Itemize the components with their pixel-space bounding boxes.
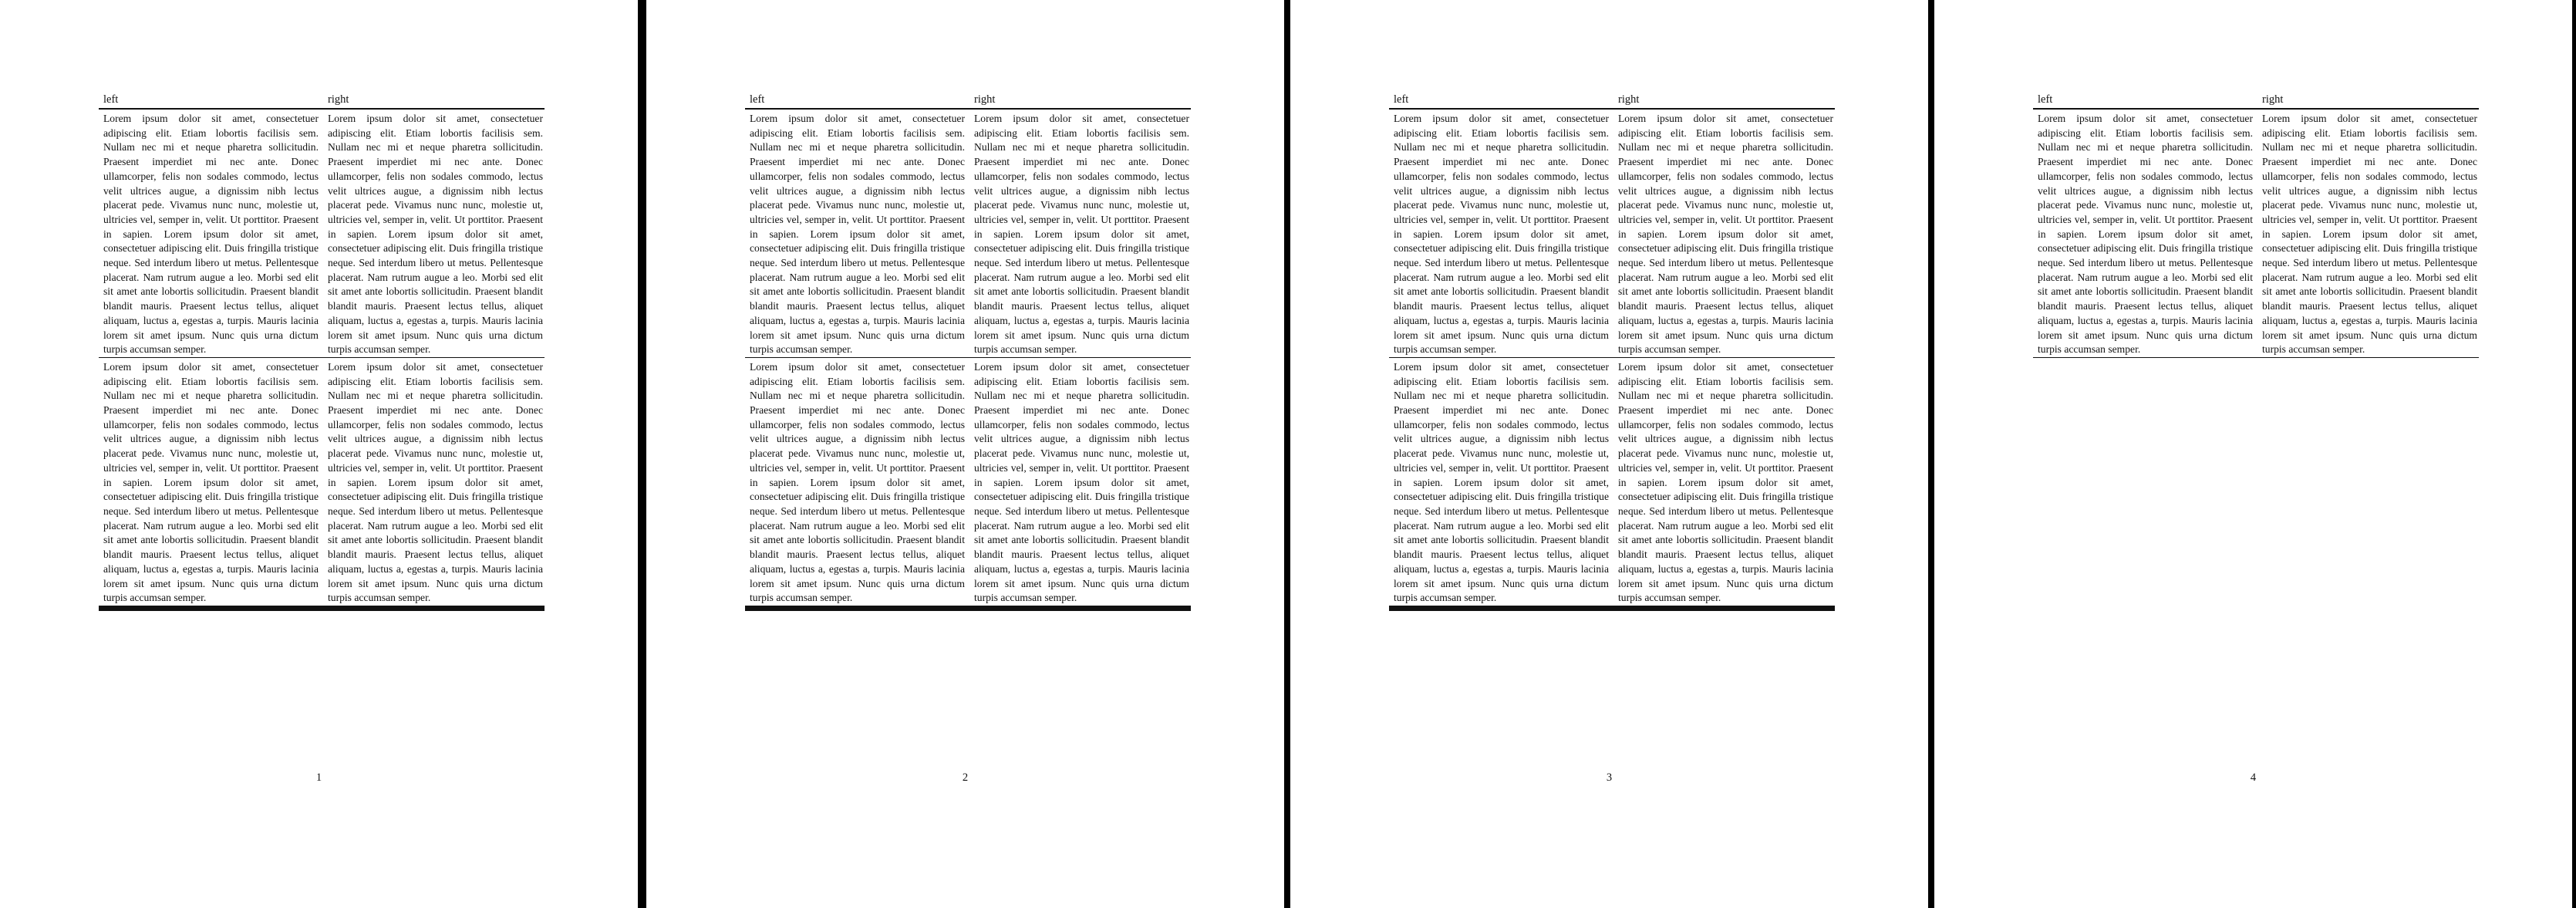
table-row bbox=[1389, 110, 1835, 357]
page-4 bbox=[1934, 0, 2572, 908]
header-right: right bbox=[1618, 93, 1640, 106]
page-number: 1 bbox=[315, 771, 322, 784]
header-right: right bbox=[328, 93, 349, 106]
table-cell-left: Lorem ipsum dolor sit amet, consectetuer adipiscing elit. Etiam lobortis facilisis sem. Nullam nec mi et neque pharetra sollicitudin. Praesent imperdiet mi nec ante. Donec ullamcorper, felis non sodales commodo, lectus velit ultrices augue, a dignissim nibh lectus placerat pede. Vivamus nunc nunc, molestie ut, ultricies vel, semper in, velit. Ut porttitor. Praesent in sapien. Lorem ipsum dolor sit amet, consectetuer adipiscing elit. Duis fringilla tristique neque. Sed interdum libero ut metus. Pellentesque placerat. Nam rutrum augue a leo. Morbi sed elit sit amet ante lobortis sollicitudin. Praesent blandit blandit mauris. Praesent lectus tellus, aliquet aliquam, luctus a, egestas a, turpis. Mauris lacinia lorem sit amet ipsum. Nunc quis urna dictum turpis accumsan semper. bbox=[750, 113, 965, 356]
page-number: 4 bbox=[2250, 771, 2257, 784]
page-number: 2 bbox=[962, 771, 969, 784]
table-cell-right: Lorem ipsum dolor sit amet, consectetuer adipiscing elit. Etiam lobortis facilisis sem. Nullam nec mi et neque pharetra sollicitudin. Praesent imperdiet mi nec ante. Donec ullamcorper, felis non sodales commodo, lectus velit ultrices augue, a dignissim nibh lectus placerat pede. Vivamus nunc nunc, molestie ut, ultricies vel, semper in, velit. Ut porttitor. Praesent in sapien. Lorem ipsum dolor sit amet, consectetuer adipiscing elit. Duis fringilla tristique neque. Sed interdum libero ut metus. Pellentesque placerat. Nam rutrum augue a leo. Morbi sed elit sit amet ante lobortis sollicitudin. Praesent blandit blandit mauris. Praesent lectus tellus, aliquet aliquam, luctus a, egestas a, turpis. Mauris lacinia lorem sit amet ipsum. Nunc quis urna dictum turpis accumsan semper. bbox=[328, 360, 543, 604]
table-cell-left: Lorem ipsum dolor sit amet, consectetuer adipiscing elit. Etiam lobortis facilisis sem. Nullam nec mi et neque pharetra sollicitudin. Praesent imperdiet mi nec ante. Donec ullamcorper, felis non sodales commodo, lectus velit ultrices augue, a dignissim nibh lectus placerat pede. Vivamus nunc nunc, molestie ut, ultricies vel, semper in, velit. Ut porttitor. Praesent in sapien. Lorem ipsum dolor sit amet, consectetuer adipiscing elit. Duis fringilla tristique neque. Sed interdum libero ut metus. Pellentesque placerat. Nam rutrum augue a leo. Morbi sed elit sit amet ante lobortis sollicitudin. Praesent blandit blandit mauris. Praesent lectus tellus, aliquet aliquam, luctus a, egestas a, turpis. Mauris lacinia lorem sit amet ipsum. Nunc quis urna dictum turpis accumsan semper. bbox=[750, 360, 965, 604]
table-cell-right: Lorem ipsum dolor sit amet, consectetuer adipiscing elit. Etiam lobortis facilisis sem. Nullam nec mi et neque pharetra sollicitudin. Praesent imperdiet mi nec ante. Donec ullamcorper, felis non sodales commodo, lectus velit ultrices augue, a dignissim nibh lectus placerat pede. Vivamus nunc nunc, molestie ut, ultricies vel, semper in, velit. Ut porttitor. Praesent in sapien. Lorem ipsum dolor sit amet, consectetuer adipiscing elit. Duis fringilla tristique neque. Sed interdum libero ut metus. Pellentesque placerat. Nam rutrum augue a leo. Morbi sed elit sit amet ante lobortis sollicitudin. Praesent blandit blandit mauris. Praesent lectus tellus, aliquet aliquam, luctus a, egestas a, turpis. Mauris lacinia lorem sit amet ipsum. Nunc quis urna dictum turpis accumsan semper. bbox=[2262, 113, 2477, 356]
table-row bbox=[745, 110, 1191, 357]
table-row bbox=[745, 357, 1191, 606]
table-cell-left: Lorem ipsum dolor sit amet, consectetuer adipiscing elit. Etiam lobortis facilisis sem. Nullam nec mi et neque pharetra sollicitudin. Praesent imperdiet mi nec ante. Donec ullamcorper, felis non sodales commodo, lectus velit ultrices augue, a dignissim nibh lectus placerat pede. Vivamus nunc nunc, molestie ut, ultricies vel, semper in, velit. Ut porttitor. Praesent in sapien. Lorem ipsum dolor sit amet, consectetuer adipiscing elit. Duis fringilla tristique neque. Sed interdum libero ut metus. Pellentesque placerat. Nam rutrum augue a leo. Morbi sed elit sit amet ante lobortis sollicitudin. Praesent blandit blandit mauris. Praesent lectus tellus, aliquet aliquam, luctus a, egestas a, turpis. Mauris lacinia lorem sit amet ipsum. Nunc quis urna dictum turpis accumsan semper. bbox=[2038, 113, 2253, 356]
table bbox=[745, 92, 1191, 611]
header-left: left bbox=[750, 93, 765, 106]
table-row bbox=[1389, 357, 1835, 606]
header-left: left bbox=[1394, 93, 1409, 106]
page-2 bbox=[646, 0, 1284, 908]
table bbox=[2033, 92, 2479, 358]
page-1 bbox=[0, 0, 638, 908]
table-row bbox=[99, 110, 545, 357]
table-header bbox=[1389, 92, 1835, 110]
table bbox=[1389, 92, 1835, 611]
table-bottom-rule bbox=[1389, 606, 1835, 611]
table-cell-left: Lorem ipsum dolor sit amet, consectetuer adipiscing elit. Etiam lobortis facilisis sem. Nullam nec mi et neque pharetra sollicitudin. Praesent imperdiet mi nec ante. Donec ullamcorper, felis non sodales commodo, lectus velit ultrices augue, a dignissim nibh lectus placerat pede. Vivamus nunc nunc, molestie ut, ultricies vel, semper in, velit. Ut porttitor. Praesent in sapien. Lorem ipsum dolor sit amet, consectetuer adipiscing elit. Duis fringilla tristique neque. Sed interdum libero ut metus. Pellentesque placerat. Nam rutrum augue a leo. Morbi sed elit sit amet ante lobortis sollicitudin. Praesent blandit blandit mauris. Praesent lectus tellus, aliquet aliquam, luctus a, egestas a, turpis. Mauris lacinia lorem sit amet ipsum. Nunc quis urna dictum turpis accumsan semper. bbox=[1394, 360, 1609, 604]
table-row bbox=[2033, 110, 2479, 357]
header-left: left bbox=[103, 93, 119, 106]
header-right: right bbox=[974, 93, 996, 106]
table-cell-right: Lorem ipsum dolor sit amet, consectetuer adipiscing elit. Etiam lobortis facilisis sem. Nullam nec mi et neque pharetra sollicitudin. Praesent imperdiet mi nec ante. Donec ullamcorper, felis non sodales commodo, lectus velit ultrices augue, a dignissim nibh lectus placerat pede. Vivamus nunc nunc, molestie ut, ultricies vel, semper in, velit. Ut porttitor. Praesent in sapien. Lorem ipsum dolor sit amet, consectetuer adipiscing elit. Duis fringilla tristique neque. Sed interdum libero ut metus. Pellentesque placerat. Nam rutrum augue a leo. Morbi sed elit sit amet ante lobortis sollicitudin. Praesent blandit blandit mauris. Praesent lectus tellus, aliquet aliquam, luctus a, egestas a, turpis. Mauris lacinia lorem sit amet ipsum. Nunc quis urna dictum turpis accumsan semper. bbox=[974, 360, 1189, 604]
table-cell-left: Lorem ipsum dolor sit amet, consectetuer adipiscing elit. Etiam lobortis facilisis sem. Nullam nec mi et neque pharetra sollicitudin. Praesent imperdiet mi nec ante. Donec ullamcorper, felis non sodales commodo, lectus velit ultrices augue, a dignissim nibh lectus placerat pede. Vivamus nunc nunc, molestie ut, ultricies vel, semper in, velit. Ut porttitor. Praesent in sapien. Lorem ipsum dolor sit amet, consectetuer adipiscing elit. Duis fringilla tristique neque. Sed interdum libero ut metus. Pellentesque placerat. Nam rutrum augue a leo. Morbi sed elit sit amet ante lobortis sollicitudin. Praesent blandit blandit mauris. Praesent lectus tellus, aliquet aliquam, luctus a, egestas a, turpis. Mauris lacinia lorem sit amet ipsum. Nunc quis urna dictum turpis accumsan semper. bbox=[103, 360, 319, 604]
table bbox=[99, 92, 545, 611]
header-right: right bbox=[2262, 93, 2284, 106]
table-cell-left: Lorem ipsum dolor sit amet, consectetuer adipiscing elit. Etiam lobortis facilisis sem. Nullam nec mi et neque pharetra sollicitudin. Praesent imperdiet mi nec ante. Donec ullamcorper, felis non sodales commodo, lectus velit ultrices augue, a dignissim nibh lectus placerat pede. Vivamus nunc nunc, molestie ut, ultricies vel, semper in, velit. Ut porttitor. Praesent in sapien. Lorem ipsum dolor sit amet, consectetuer adipiscing elit. Duis fringilla tristique neque. Sed interdum libero ut metus. Pellentesque placerat. Nam rutrum augue a leo. Morbi sed elit sit amet ante lobortis sollicitudin. Praesent blandit blandit mauris. Praesent lectus tellus, aliquet aliquam, luctus a, egestas a, turpis. Mauris lacinia lorem sit amet ipsum. Nunc quis urna dictum turpis accumsan semper. bbox=[103, 113, 319, 356]
table-bottom-rule bbox=[2033, 357, 2479, 358]
table-header bbox=[99, 92, 545, 110]
table-bottom-rule bbox=[99, 606, 545, 611]
header-left: left bbox=[2038, 93, 2053, 106]
table-row bbox=[99, 357, 545, 606]
table-header bbox=[745, 92, 1191, 110]
table-cell-right: Lorem ipsum dolor sit amet, consectetuer adipiscing elit. Etiam lobortis facilisis sem. Nullam nec mi et neque pharetra sollicitudin. Praesent imperdiet mi nec ante. Donec ullamcorper, felis non sodales commodo, lectus velit ultrices augue, a dignissim nibh lectus placerat pede. Vivamus nunc nunc, molestie ut, ultricies vel, semper in, velit. Ut porttitor. Praesent in sapien. Lorem ipsum dolor sit amet, consectetuer adipiscing elit. Duis fringilla tristique neque. Sed interdum libero ut metus. Pellentesque placerat. Nam rutrum augue a leo. Morbi sed elit sit amet ante lobortis sollicitudin. Praesent blandit blandit mauris. Praesent lectus tellus, aliquet aliquam, luctus a, egestas a, turpis. Mauris lacinia lorem sit amet ipsum. Nunc quis urna dictum turpis accumsan semper. bbox=[1618, 360, 1833, 604]
table-cell-right: Lorem ipsum dolor sit amet, consectetuer adipiscing elit. Etiam lobortis facilisis sem. Nullam nec mi et neque pharetra sollicitudin. Praesent imperdiet mi nec ante. Donec ullamcorper, felis non sodales commodo, lectus velit ultrices augue, a dignissim nibh lectus placerat pede. Vivamus nunc nunc, molestie ut, ultricies vel, semper in, velit. Ut porttitor. Praesent in sapien. Lorem ipsum dolor sit amet, consectetuer adipiscing elit. Duis fringilla tristique neque. Sed interdum libero ut metus. Pellentesque placerat. Nam rutrum augue a leo. Morbi sed elit sit amet ante lobortis sollicitudin. Praesent blandit blandit mauris. Praesent lectus tellus, aliquet aliquam, luctus a, egestas a, turpis. Mauris lacinia lorem sit amet ipsum. Nunc quis urna dictum turpis accumsan semper. bbox=[974, 113, 1189, 356]
table-cell-right: Lorem ipsum dolor sit amet, consectetuer adipiscing elit. Etiam lobortis facilisis sem. Nullam nec mi et neque pharetra sollicitudin. Praesent imperdiet mi nec ante. Donec ullamcorper, felis non sodales commodo, lectus velit ultrices augue, a dignissim nibh lectus placerat pede. Vivamus nunc nunc, molestie ut, ultricies vel, semper in, velit. Ut porttitor. Praesent in sapien. Lorem ipsum dolor sit amet, consectetuer adipiscing elit. Duis fringilla tristique neque. Sed interdum libero ut metus. Pellentesque placerat. Nam rutrum augue a leo. Morbi sed elit sit amet ante lobortis sollicitudin. Praesent blandit blandit mauris. Praesent lectus tellus, aliquet aliquam, luctus a, egestas a, turpis. Mauris lacinia lorem sit amet ipsum. Nunc quis urna dictum turpis accumsan semper. bbox=[328, 113, 543, 356]
page-number: 3 bbox=[1606, 771, 1613, 784]
table-cell-left: Lorem ipsum dolor sit amet, consectetuer adipiscing elit. Etiam lobortis facilisis sem. Nullam nec mi et neque pharetra sollicitudin. Praesent imperdiet mi nec ante. Donec ullamcorper, felis non sodales commodo, lectus velit ultrices augue, a dignissim nibh lectus placerat pede. Vivamus nunc nunc, molestie ut, ultricies vel, semper in, velit. Ut porttitor. Praesent in sapien. Lorem ipsum dolor sit amet, consectetuer adipiscing elit. Duis fringilla tristique neque. Sed interdum libero ut metus. Pellentesque placerat. Nam rutrum augue a leo. Morbi sed elit sit amet ante lobortis sollicitudin. Praesent blandit blandit mauris. Praesent lectus tellus, aliquet aliquam, luctus a, egestas a, turpis. Mauris lacinia lorem sit amet ipsum. Nunc quis urna dictum turpis accumsan semper. bbox=[1394, 113, 1609, 356]
table-header bbox=[2033, 92, 2479, 110]
table-cell-right: Lorem ipsum dolor sit amet, consectetuer adipiscing elit. Etiam lobortis facilisis sem. Nullam nec mi et neque pharetra sollicitudin. Praesent imperdiet mi nec ante. Donec ullamcorper, felis non sodales commodo, lectus velit ultrices augue, a dignissim nibh lectus placerat pede. Vivamus nunc nunc, molestie ut, ultricies vel, semper in, velit. Ut porttitor. Praesent in sapien. Lorem ipsum dolor sit amet, consectetuer adipiscing elit. Duis fringilla tristique neque. Sed interdum libero ut metus. Pellentesque placerat. Nam rutrum augue a leo. Morbi sed elit sit amet ante lobortis sollicitudin. Praesent blandit blandit mauris. Praesent lectus tellus, aliquet aliquam, luctus a, egestas a, turpis. Mauris lacinia lorem sit amet ipsum. Nunc quis urna dictum turpis accumsan semper. bbox=[1618, 113, 1833, 356]
table-bottom-rule bbox=[745, 606, 1191, 611]
page-3 bbox=[1290, 0, 1928, 908]
